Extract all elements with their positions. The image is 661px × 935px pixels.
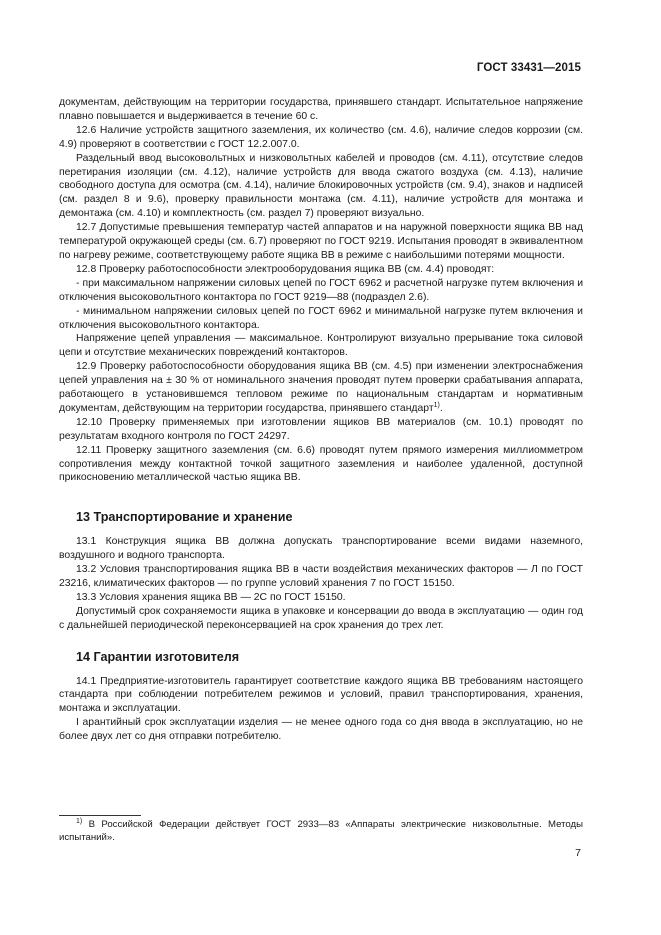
paragraph: I арантийный срок эксплуатации изделия — не менее одного года со дня ввода в эксплуатацию, но не более двух лет со дня отправки потребителю. [59, 717, 583, 743]
section-title: 14 Гарантии изготовителя [76, 649, 240, 664]
paragraph: 13.3 Условия хранения ящика ВВ — 2С по ГОСТ 15150. [76, 591, 346, 603]
paragraph: документам, действующим на территории государства, принявшего стандарт. Испытательное напряжение плавно повышается и выдерживается в течение 60 с. [59, 97, 583, 122]
paragraph: 12.11 Проверку защитного заземления (см. 6.6) проводят путем прямого измерения миллиомметром сопротивления между контактной точкой защитного заземления и наиболее удаленной, доступной прикосновению металлической частью ящика ВВ. [59, 444, 583, 484]
standard-number: ГОСТ 33431—2015 [476, 62, 581, 74]
footnote-text: В Российской Федерации действует ГОСТ 2933—83 «Аппараты электрические низковольтные. Методы испытаний». [59, 819, 583, 843]
footnote-reference[interactable]: 1) [433, 401, 440, 409]
list-item: - минимальном напряжении силовых цепей по ГОСТ 6962 и минимальной нагрузке путем включения и отключения высоковольтного контактора. [59, 305, 583, 331]
paragraph: Раздельный ввод высоковольтных и низковольтных кабелей и проводов (см. 4.11), отсутствие следов перетирания изоляции (см. 4.12), наличие устройств для ввода сжатого воздуха (см. 4.13), наличие свободного доступа для осмотра (см. 4.14), наличие блокировочных устройств (см. 9.4), знаков и надписей (см. раздел 8 и 9.6), проверку правильности монтажа (см. 4.11), наличие устройств для монтажа и демонтажа (см. 4.10) и комплектность (см. раздел 7) проверяют визуально. [59, 152, 583, 220]
footnote [59, 819, 583, 844]
paragraph: 12.6 Наличие устройств защитного заземления, их количество (см. 4.6), наличие следов коррозии (см. 4.9) проверяют в соответствии с ГОСТ 12.2.007.0. [59, 124, 583, 150]
paragraph-text: 12.9 Проверку работоспособности оборудования ящика ВВ (см. 4.5) при изменении электроснабжения цепей управления на ± 30 % от номинального значения проводят путем проверки срабатывания аппарата, работающего в установившемся тепловом режиме по национальным стандартам и нормативным документам, действующим на территории государства, принявшего стандарт [59, 361, 583, 414]
list-item: - при максимальном напряжении силовых цепей по ГОСТ 6962 и расчетной нагрузке путем включения и отключения высоковольтного контактора по ГОСТ 9219—88 (подраздел 2.6). [59, 277, 583, 303]
paragraph: 14.1 Предприятие-изготовитель гарантирует соответствие каждого ящика ВВ требованиям настоящего стандарта при соблюдении потребителем режимов и условий, правил транспортирования, хранения, монтажа и эксплуатации. [59, 675, 583, 715]
paragraph: 12.7 Допустимые превышения температур частей аппаратов и на наружной поверхности ящика ВВ над температурой окружающей среды (см. 6.7) проверяют по ГОСТ 9219. Испытания проводят в эквивалентном по нагреву режиме, соответствующему работе ящика ВВ в режиме с наибольшими потерями мощности. [59, 222, 583, 261]
paragraph: 12.8 Проверку работоспособности электрооборудования ящика ВВ (см. 4.4) проводят: [76, 263, 495, 275]
paragraph: 12.10 Проверку применяемых при изготовлении ящиков ВВ материалов (см. 10.1) проводят по результатам входного контроля по ГОСТ 24297. [59, 416, 583, 442]
document-body [59, 96, 583, 744]
paragraph: Напряжение цепей управления — максимальное. Контролируют визуально прерывание тока силовой цепи и отсутствие механических повреждений контакторов. [59, 333, 583, 359]
paragraph: 12.9 Проверку работоспособности оборудования ящика ВВ (см. 4.5) при изменении электроснабжения цепей управления на ± 30 % от номинального значения проводят путем проверки срабатывания аппарата, работающего в установившемся тепловом режиме по национальным стандартам и нормативным документам, действующим на территории государства, принявшего стандарт$^{1)}$. [59, 361, 583, 414]
paragraph: Допустимый срок сохраняемости ящика в упаковке и консервации до ввода в эксплуатацию — один год с дальнейшей периодической переконсервацией на срок хранения до трех лет. [59, 605, 583, 631]
paragraph: 13.2 Условия транспортирования ящика ВВ в части воздействия механических факторов — Л по ГОСТ 23216, климатических факторов — по группе условий хранения 7 по ГОСТ 15150. [59, 564, 583, 589]
paragraph: 13.1 Конструкция ящика ВВ должна допускать транспортирование всеми видами наземного, воздушного и водного транспорта. [59, 536, 583, 562]
footnote-marker: 1) [76, 818, 83, 825]
footnote-divider [59, 815, 141, 816]
page-number: 7 [575, 847, 581, 859]
section-title: 13 Транспортирование и хранение [76, 510, 293, 525]
